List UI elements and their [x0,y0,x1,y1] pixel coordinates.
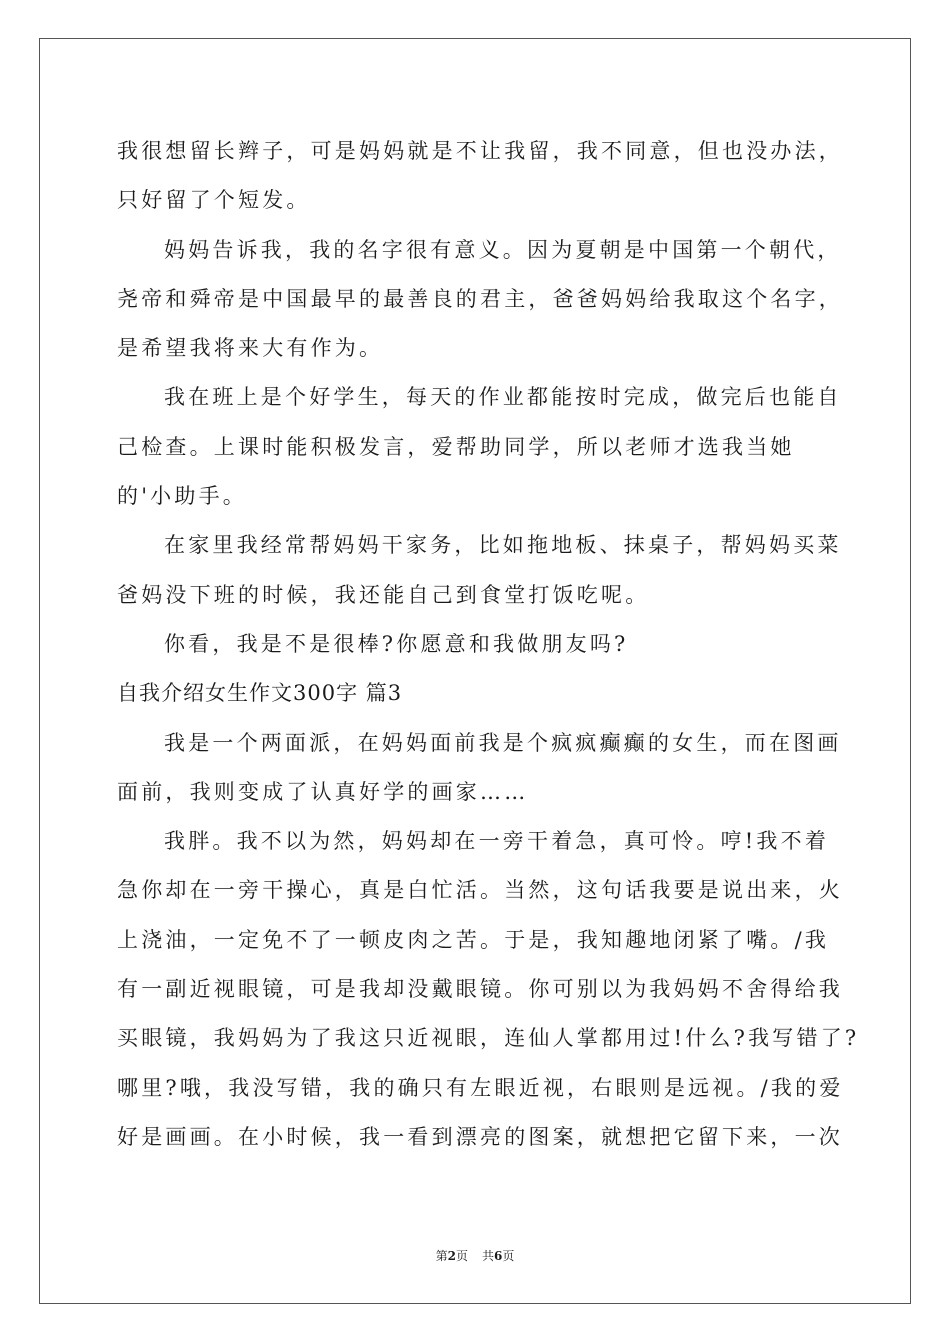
body-line: 上浇油，一定免不了一顿皮肉之苦。于是，我知趣地闭紧了嘴。/我 [117,927,830,952]
body-line: 爸妈没下班的时候，我还能自己到食堂打饭吃呢。 [117,582,650,607]
body-line: 尧帝和舜帝是中国最早的最善良的君主，爸爸妈妈给我取这个名字， [117,286,843,311]
current-page-number: 2 [447,1249,456,1263]
body-line: 哪里?哦，我没写错，我的确只有左眼近视，右眼则是远视。/我的爱 [117,1075,844,1100]
page-prefix: 第 [435,1249,448,1263]
total-prefix: 共 [482,1249,495,1263]
body-line: 己检查。上课时能积极发言，爱帮助同学，所以老师才选我当她 [117,434,795,459]
body-line: 急你却在一旁干操心，真是白忙活。当然，这句话我要是说出来，火 [117,878,843,903]
body-line: 的'小助手。 [117,484,247,509]
body-line: 在家里我经常帮妈妈干家务，比如拖地板、抹桌子，帮妈妈买菜 [164,533,842,558]
body-line: 我很想留长辫子，可是妈妈就是不让我留，我不同意，但也没办法， [117,139,843,163]
document-body [117,127,860,1162]
page-number-footer [0,1247,950,1264]
body-line: 买眼镜，我妈妈为了我这只近视眼，连仙人掌都用过!什么?我写错了? [117,1026,860,1051]
body-line: 我在班上是个好学生，每天的作业都能按时完成，做完后也能自 [164,385,842,410]
body-line: 是希望我将来大有作为。 [117,336,384,361]
body-line: 有一副近视眼镜，可是我却没戴眼镜。你可别以为我妈妈不舍得给我 [117,977,843,1002]
section-heading: 自我介绍女生作文300字 篇3 [117,681,403,706]
body-line: 面前，我则变成了认真好学的画家…… [117,779,529,804]
total-page-count: 6 [494,1249,503,1263]
body-line: 你看，我是不是很棒?你愿意和我做朋友吗? [164,631,629,656]
body-line: 妈妈告诉我，我的名字很有意义。因为夏朝是中国第一个朝代， [164,237,842,262]
body-line: 我胖。我不以为然，妈妈却在一旁干着急，真可怜。哼!我不着 [164,829,830,854]
page-suffix: 页 [455,1249,468,1263]
body-line: 只好留了个短发。 [117,188,311,213]
body-line: 好是画画。在小时候，我一看到漂亮的图案，就想把它留下来，一次 [117,1124,843,1149]
total-suffix: 页 [502,1249,515,1263]
body-line: 我是一个两面派，在妈妈面前我是个疯疯癫癫的女生，而在图画 [164,730,842,755]
